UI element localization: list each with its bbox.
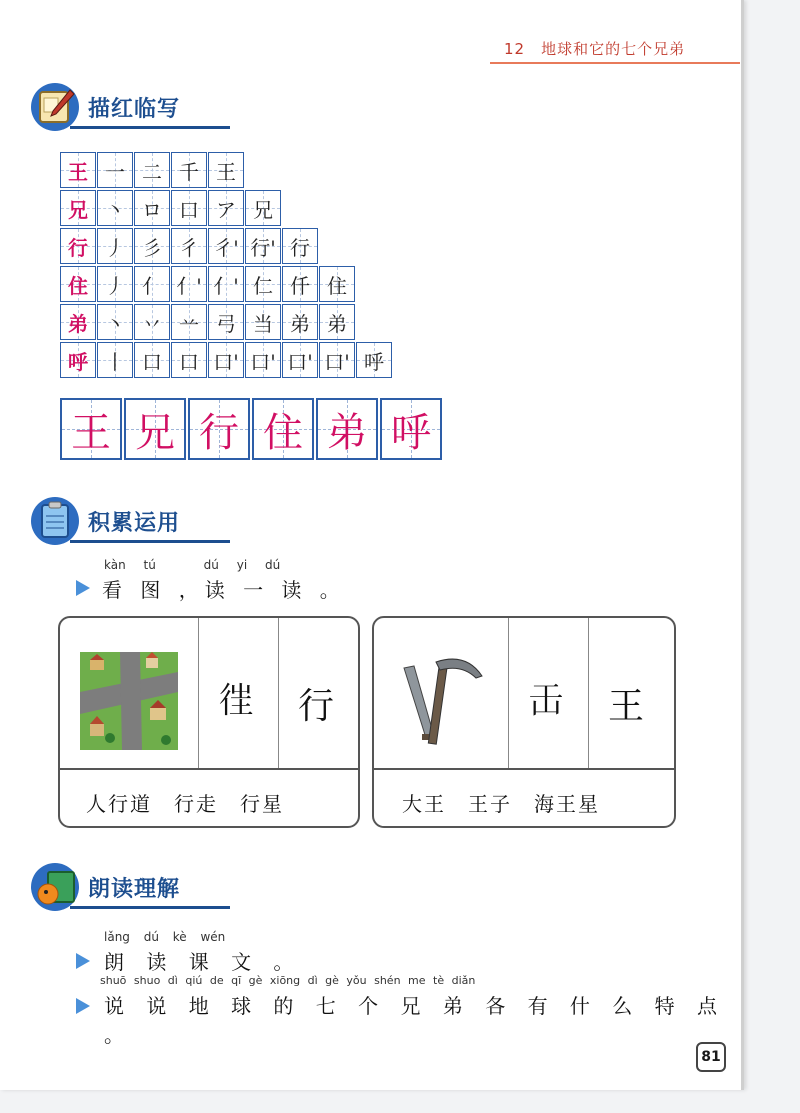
exercise1-pinyin: kàn tú dú yi dú	[104, 558, 281, 572]
ancient-character: 𢓸	[218, 681, 255, 722]
example-words: 人行道 行走 行星	[86, 792, 284, 816]
trace-char: 兄	[124, 398, 186, 460]
stroke-step: 仁	[245, 266, 281, 302]
stroke-step: 口'	[208, 342, 244, 378]
trace-char: 呼	[380, 398, 442, 460]
stroke-row	[60, 152, 245, 186]
lesson-header	[490, 36, 740, 64]
section-underline	[70, 126, 230, 129]
card-xing	[58, 616, 360, 828]
modern-character: 王	[608, 686, 645, 727]
stroke-row-char: 住	[60, 266, 96, 302]
page-number: 81	[696, 1042, 726, 1072]
stroke-row-char: 王	[60, 152, 96, 188]
stroke-step: 口'	[282, 342, 318, 378]
lesson-title: 12 地球和它的七个兄弟	[504, 40, 686, 58]
stroke-step: 丿	[97, 228, 133, 264]
reading-book-icon	[30, 862, 80, 912]
stroke-step: 千	[171, 152, 207, 188]
modern-character: 行	[298, 686, 335, 727]
stroke-step: 亻'	[208, 266, 244, 302]
stroke-row	[60, 342, 393, 376]
stroke-row	[60, 190, 282, 224]
exercise3-text: 说 说 地 球 的 七 个 兄 弟 各 有 什 么 特 点 。	[104, 994, 726, 1047]
stroke-step: 弓	[208, 304, 244, 340]
stroke-step: 一	[97, 152, 133, 188]
stroke-step: 䒑	[171, 304, 207, 340]
section-title: 描红临写	[88, 97, 181, 122]
trace-char: 行	[188, 398, 250, 460]
stroke-row	[60, 266, 356, 300]
stroke-row-char: 兄	[60, 190, 96, 226]
section-title: 朗读理解	[88, 877, 181, 902]
arrow-icon	[76, 580, 90, 596]
stroke-step: 彡	[134, 228, 170, 264]
section-underline	[70, 540, 230, 543]
exercise2-text: 朗 读 课 文 。	[104, 950, 302, 974]
city-crossroads-image	[80, 652, 178, 750]
stroke-row	[60, 228, 319, 262]
stroke-row-char: 行	[60, 228, 96, 264]
arrow-icon	[76, 953, 90, 969]
stroke-step: 弟	[319, 304, 355, 340]
exercise1-text: 看 图 ，读 一 读 。	[102, 578, 346, 602]
stroke-step: 丷	[134, 304, 170, 340]
exercise2-pinyin: lǎng dú kè wén	[104, 930, 226, 944]
stroke-step: ロ	[134, 190, 170, 226]
stroke-step: 呼	[356, 342, 392, 378]
stroke-step: 丶	[97, 304, 133, 340]
stroke-step: 亻'	[171, 266, 207, 302]
stroke-step: 仟	[282, 266, 318, 302]
axe-sword-image	[396, 648, 490, 748]
stroke-step: 丶	[97, 190, 133, 226]
section-tracing	[30, 82, 250, 132]
stroke-step: ア	[208, 190, 244, 226]
card-wang	[372, 616, 676, 828]
stroke-step: 口	[171, 190, 207, 226]
section-accumulate	[30, 496, 250, 546]
stroke-step: 二	[134, 152, 170, 188]
section-reading	[30, 862, 250, 912]
stroke-step: 口	[134, 342, 170, 378]
exercise3-pinyin: shuō shuo dì qiú de qī gè xiōng dì gè yǒu shén me tè diǎn	[100, 974, 476, 987]
stroke-step: 行'	[245, 228, 281, 264]
section-title: 积累运用	[88, 511, 181, 536]
stroke-step: 亻	[134, 266, 170, 302]
trace-char: 王	[60, 398, 122, 460]
stroke-row	[60, 304, 356, 338]
stroke-step: 丿	[97, 266, 133, 302]
stroke-step: 口	[171, 342, 207, 378]
ancient-character: 𠙻	[528, 681, 565, 722]
clipboard-icon	[30, 496, 80, 546]
trace-row	[60, 398, 444, 460]
stroke-step: 丨	[97, 342, 133, 378]
trace-char: 弟	[316, 398, 378, 460]
stroke-step: 彳'	[208, 228, 244, 264]
pencil-notebook-icon	[30, 82, 80, 132]
stroke-step: 弟	[282, 304, 318, 340]
stroke-row-char: 呼	[60, 342, 96, 378]
stroke-step: 口'	[319, 342, 355, 378]
example-words: 大王 王子 海王星	[402, 792, 600, 816]
trace-char: 住	[252, 398, 314, 460]
stroke-step: 口'	[245, 342, 281, 378]
stroke-step: 王	[208, 152, 244, 188]
stroke-step: 彳	[171, 228, 207, 264]
stroke-step: 当	[245, 304, 281, 340]
stroke-step: 住	[319, 266, 355, 302]
stroke-row-char: 弟	[60, 304, 96, 340]
stroke-step: 兄	[245, 190, 281, 226]
section-underline	[70, 906, 230, 909]
arrow-icon	[76, 998, 90, 1014]
stroke-step: 行	[282, 228, 318, 264]
